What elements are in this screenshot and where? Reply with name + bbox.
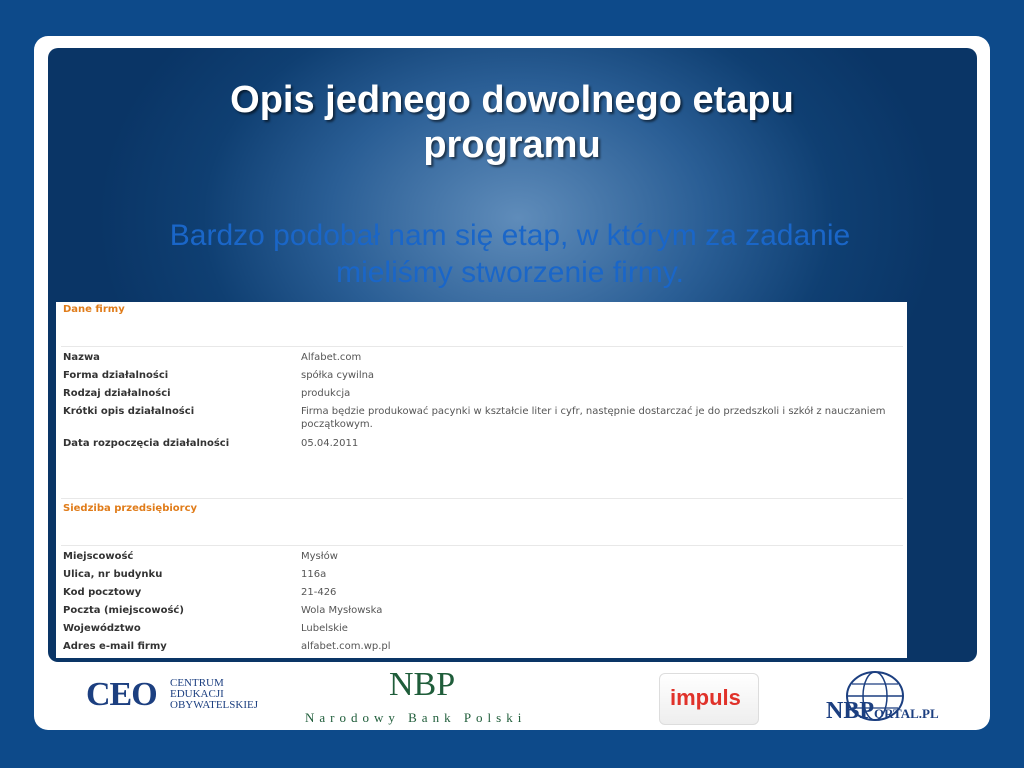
field-label: Rodzaj działalności <box>63 388 171 399</box>
slide-subtitle-line2: mieliśmy stworzenie firmy. <box>336 256 684 289</box>
field-value: 05.04.2011 <box>301 438 359 449</box>
nbportal-logo-suffix: ORTAL.PL <box>874 706 939 721</box>
logo-bar <box>0 662 1024 730</box>
field-label: Kod pocztowy <box>63 587 142 598</box>
field-value: Lubelskie <box>301 623 348 634</box>
ceo-logo-line: OBYWATELSKIEJ <box>170 699 258 711</box>
impuls-logo-text: impuls <box>670 685 741 710</box>
field-label: Miejscowość <box>63 551 134 562</box>
ceo-logo-line: CENTRUM <box>170 677 224 689</box>
ceo-logo-line: EDUKACJI <box>170 688 224 700</box>
nbp-logo-subtitle: Narodowy Bank Polski <box>305 710 527 725</box>
slide-title <box>0 78 1024 168</box>
field-label: Adres e-mail firmy <box>63 641 167 652</box>
field-value: Firma będzie produkować pacynki w kształcie liter i cyfr, następnie dostarczać je do przedszkoli i szkół z nauczaniem początkowym. <box>301 406 886 430</box>
field-value: spółka cywilna <box>301 370 375 381</box>
field-label: Data rozpoczęcia działalności <box>63 438 230 449</box>
slide-subtitle <box>100 217 920 291</box>
slide-title-line1: Opis jednego dowolnego etapu <box>230 79 794 121</box>
field-label: Województwo <box>63 623 141 634</box>
field-value: 21-426 <box>301 587 337 598</box>
field-label: Nazwa <box>63 352 100 363</box>
ceo-logo-mark: CEO <box>86 676 157 713</box>
section-separator <box>61 545 903 546</box>
field-label: Ulica, nr budynku <box>63 569 163 580</box>
field-label: Krótki opis działalności <box>63 406 195 417</box>
section-heading-company-data: Dane firmy <box>63 304 125 315</box>
field-value: alfabet.com.wp.pl <box>301 641 391 652</box>
section-separator <box>61 346 903 347</box>
company-form-screenshot <box>56 302 907 658</box>
section-heading-headquarters: Siedziba przedsiębiorcy <box>63 503 198 514</box>
slide-subtitle-line1: Bardzo podobał nam się etap, w którym za zadanie <box>169 219 851 252</box>
field-value: Wola Mysłowska <box>301 605 383 616</box>
nbp-logo-title: NBP <box>389 666 456 703</box>
field-value: 116a <box>301 569 327 580</box>
field-label: Poczta (miejscowość) <box>63 605 184 616</box>
slide-title-line2: programu <box>423 124 601 166</box>
field-value: Alfabet.com <box>301 352 362 363</box>
field-label: Forma działalności <box>63 370 169 381</box>
field-value: produkcja <box>301 388 351 399</box>
impuls-logo <box>659 673 759 725</box>
section-separator <box>61 498 903 499</box>
field-value: Mysłów <box>301 551 338 562</box>
ceo-logo-text <box>170 678 258 711</box>
nbportal-logo-main: NBP <box>826 698 874 724</box>
nbportal-logo-text <box>826 698 939 725</box>
